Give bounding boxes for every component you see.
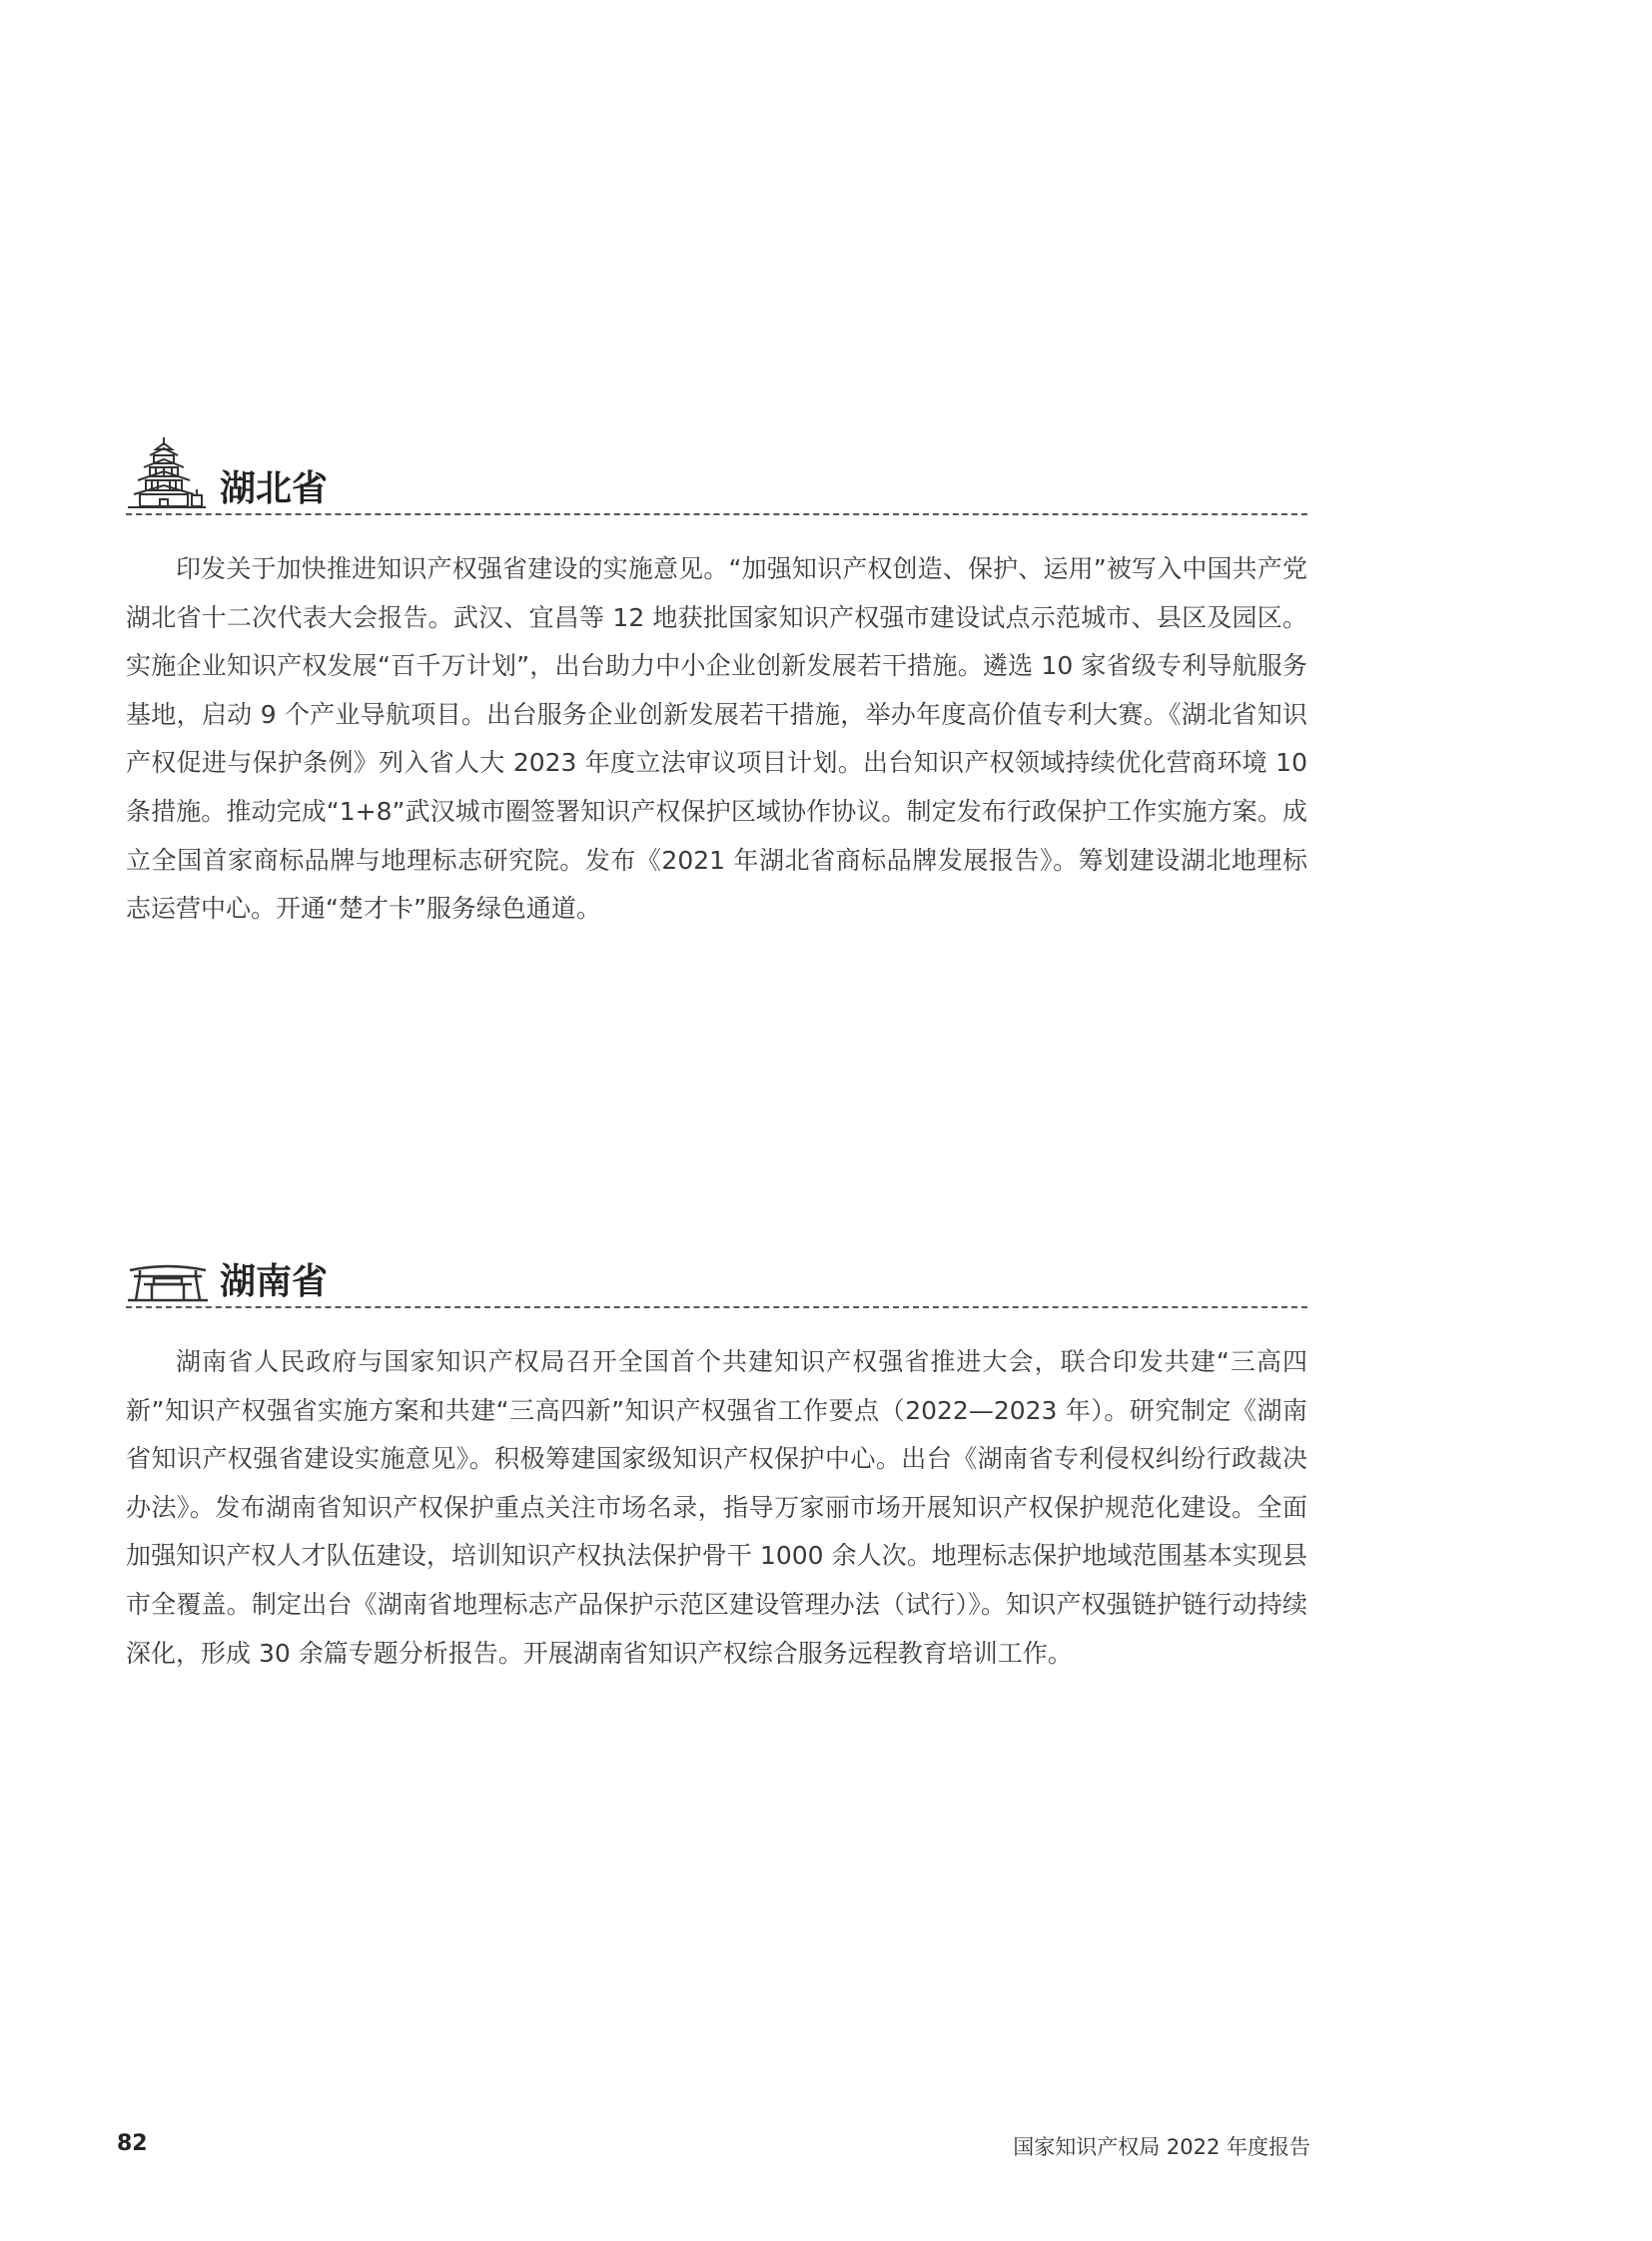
- hubei-section: [126, 439, 1307, 934]
- section-body: 印发关于加快推进知识产权强省建设的实施意见。“加强知识产权创造、保护、运用”被写入中国共产党湖北省十二次代表大会报告。武汉、宜昌等 12 地获批国家知识产权强市建设试点示范城市、县区及园区。实施企业知识产权发展“百千万计划”，出台助力中小企业创新发展若干措施。遴选 10 家省级专利导航服务基地，启动 9 个产业导航项目。出台服务企业创新发展若干措施，举办年度高价值专利大赛。《湖北省知识产权促进与保护条例》列入省人大 2023 年度立法审议项目计划。出台知识产权领域持续优化营商环境 10 条措施。推动完成“1+8”武汉城市圈签署知识产权保护区域协作协议。制定发布行政保护工作实施方案。成立全国首家商标品牌与地理标志研究院。发布《2021 年湖北省商标品牌发展报告》。筹划建设湖北地理标志运营中心。开通“楚才卡”服务绿色通道。: [126, 554, 1307, 924]
- running-title: 国家知识产权局 2022 年度报告: [1013, 2135, 1310, 2159]
- page-number: 82: [117, 2131, 148, 2156]
- section-title: 湖南省: [220, 1261, 329, 1302]
- section-body: 湖南省人民政府与国家知识产权局召开全国首个共建知识产权强省推进大会，联合印发共建“三高四新”知识产权强省实施方案和共建“三高四新”知识产权强省工作要点（2022—2023 年）。研究制定《湖南省知识产权强省建设实施意见》。积极筹建国家级知识产权保护中心。出台《湖南省专利侵权纠纷行政裁决办法》。发布湖南省知识产权保护重点关注市场名录，指导万家丽市场开展知识产权保护规范化建设。全面加强知识产权人才队伍建设，培训知识产权执法保护骨干 1000 余人次。地理标志保护地域范围基本实现县市全覆盖。制定出台《湖南省地理标志产品保护示范区建设管理办法（试行）》。知识产权强链护链行动持续深化，形成 30 余篇专题分析报告。开展湖南省知识产权综合服务远程教育培训工作。: [126, 1347, 1307, 1668]
- hubei-section-header: [126, 439, 1307, 515]
- yellow-crane-tower-icon: [126, 435, 208, 509]
- yuelu-academy-gate-icon: [126, 1260, 210, 1302]
- hunan-section: [126, 1232, 1307, 1678]
- section-title: 湖北省: [220, 468, 329, 509]
- hunan-section-header: [126, 1232, 1307, 1308]
